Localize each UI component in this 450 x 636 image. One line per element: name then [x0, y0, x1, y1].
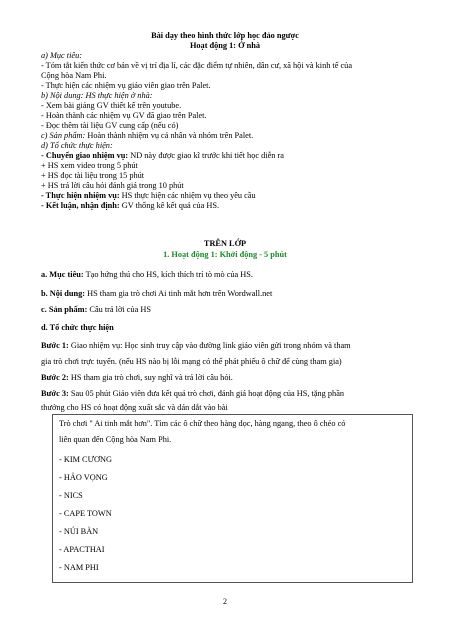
class-c-bold: c. Sản phẩm:: [41, 305, 88, 314]
game-word-1: - KIM CƯƠNG: [59, 455, 112, 464]
class-b-line: [41, 289, 421, 299]
document-subtitle: Hoạt động 1: Ở nhà: [189, 41, 261, 50]
home-c-text: Hoàn thành nhiệm vụ cá nhân và nhóm trên Palet.: [85, 131, 254, 140]
game-word-6: - APACTHAI: [59, 545, 105, 554]
step1-line2: gia trò chơi trực tuyến. (nếu HS nào bị lỗi mạng có thể phát phiếu ô chữ để cùng tham gia): [41, 357, 342, 366]
step3-text1: Sau 05 phút Giáo viên đưa kết quả trò chơi, đánh giá hoạt động của HS, tặng phần: [68, 389, 345, 398]
game-word-7: - NAM PHI: [59, 563, 99, 572]
home-d1-line: [41, 151, 421, 161]
game-box: [52, 414, 413, 583]
home-d5-text: HS thực hiện các nhiệm vụ theo yêu cầu: [119, 191, 256, 200]
home-a-line2: Cộng hòa Nam Phi.: [41, 71, 107, 80]
home-b-line3: - Đọc thêm tài liệu GV cung cấp (nếu có): [41, 121, 179, 130]
home-d1-text: ND này được giao kĩ trước khi tiết học diễn ra: [128, 151, 284, 160]
step2-line: [41, 373, 421, 383]
class-a-line: [41, 270, 421, 280]
game-word-4: - CAPE TOWN: [59, 509, 112, 518]
step1-text1: Giao nhiệm vụ: Học sinh truy cập vào đường link giáo viên gửi trong nhóm và tham: [68, 341, 351, 350]
class-b-bold: b. Nội dung:: [41, 289, 86, 298]
step1-bold: Bước 1:: [41, 341, 69, 350]
class-a-bold: a. Mục tiêu:: [41, 270, 84, 279]
home-d6-text: GV thống kê kết quả của HS.: [119, 201, 220, 210]
class-b-text: HS tham gia trò chơi Ai tinh mắt hơn trên Wordwall.net: [85, 289, 273, 298]
home-d-label: d) Tổ chức thực hiện:: [41, 141, 113, 150]
class-a-text: Tạo hứng thú cho HS, kích thích trí tò mò của HS.: [83, 270, 253, 279]
home-d2-line: + HS xem video trong 5 phút: [41, 161, 138, 170]
home-b-line2: - Hoàn thành các nhiệm vụ GV đã giao trên Palet.: [41, 111, 207, 120]
class-c-line: [41, 305, 421, 315]
class-c-text: Câu trả lời của HS: [87, 305, 151, 314]
home-a-line3: - Thực hiện các nhiệm vụ giáo viên giao trên Palet.: [41, 81, 211, 90]
home-d5-line: [41, 191, 421, 201]
game-intro-line1: Trò chơi " Ai tinh mắt hơn". Tìm các ô chữ theo hàng dọc, hàng ngang, theo ô chéo có: [59, 419, 346, 428]
home-b-line1: - Xem bài giảng GV thiết kế trên youtube.: [41, 101, 182, 110]
home-d1-bold: - Chuyển giao nhiệm vụ:: [41, 151, 129, 160]
document-title: Bài dạy theo hình thức lớp học đảo ngược: [151, 31, 299, 40]
step2-text: HS tham gia trò chơi, suy nghĩ và trả lời câu hỏi.: [68, 373, 233, 382]
home-b-label: b) Nội dung: HS thực hiện ở nhà:: [41, 91, 153, 100]
home-c-label: c) Sản phẩm:: [41, 131, 86, 140]
game-word-3: - NICS: [59, 491, 83, 500]
class-subheading: 1. Hoạt động 1: Khởi động - 5 phút: [163, 250, 287, 259]
step3-line1: [41, 389, 421, 399]
home-c-line: [41, 131, 421, 141]
step3-bold: Bước 3:: [41, 389, 69, 398]
class-heading: TRÊN LỚP: [203, 239, 247, 248]
step1-line1: [41, 341, 421, 351]
game-word-5: - NÚI BÀN: [59, 527, 99, 536]
page-number: 2: [223, 597, 227, 606]
game-word-2: - HẢO VỌNG: [59, 473, 108, 482]
home-d6-bold: - Kết luận, nhận định:: [41, 201, 120, 210]
home-d3-line: + HS đọc tài liệu trong 15 phút: [41, 171, 145, 180]
home-a-line1: - Tóm tắt kiến thức cơ bản về vị trí địa lí, các đặc điểm tự nhiên, dân cư, xã hội và kinh tế của: [41, 61, 353, 70]
home-d6-line: [41, 201, 421, 211]
class-d-label: d. Tổ chức thực hiện: [41, 323, 114, 332]
home-d4-line: + HS trả lời câu hỏi đánh giá trong 10 phút: [41, 181, 184, 190]
step3-line2: thưởng cho HS có hoạt động xuất sắc và dán dắt vào bài: [41, 403, 228, 412]
game-intro-line2: liên quan đến Cộng hòa Nam Phi.: [59, 435, 172, 444]
step2-bold: Bước 2:: [41, 373, 69, 382]
home-d5-bold: - Thực hiện nhiệm vụ:: [41, 191, 120, 200]
home-a-label: a) Mục tiêu:: [41, 51, 83, 60]
